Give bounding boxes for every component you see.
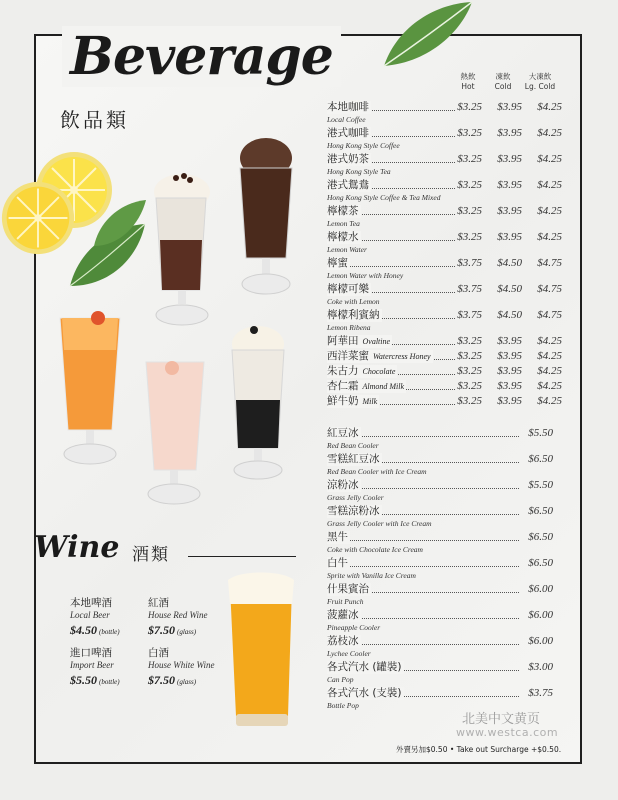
- wine-price-value: $7.50: [148, 673, 175, 687]
- column-header-lg-cold: [520, 72, 560, 92]
- item-name-en: Fruit Punch: [327, 597, 364, 606]
- column-header-cold: [483, 72, 523, 92]
- column-header-en: Cold: [494, 82, 512, 91]
- item-name-cn: 黑牛: [327, 531, 348, 543]
- item-name-en: Red Bean Cooler with Ice Cream: [327, 467, 427, 476]
- item-name-en: Lemon Tea: [327, 219, 360, 228]
- menu-item: [327, 583, 553, 606]
- wine-price: [148, 621, 238, 641]
- wine-name-cn: 本地啤酒: [70, 597, 112, 609]
- wine-price-value: $4.50: [70, 623, 97, 637]
- item-name-en: Grass Jelly Cooler with Ice Cream: [327, 519, 432, 528]
- wine-price-value: $5.50: [70, 673, 97, 687]
- item-name-cn: 涼粉冰: [327, 479, 359, 491]
- column-header-cn: 大凍飲: [528, 72, 552, 81]
- price-cold: $3.95: [497, 205, 522, 217]
- item-price: $5.50: [528, 479, 553, 491]
- item-name-cn: 檸檬利賓納: [327, 309, 380, 321]
- watermark-url: www.westca.com: [456, 726, 559, 739]
- item-name-en: Lemon Ribena: [327, 323, 371, 332]
- price-lg-cold: $4.25: [537, 101, 562, 113]
- price-cold: $3.95: [497, 335, 522, 347]
- item-name-en: Can Pop: [327, 675, 354, 684]
- item-name-en: Bottle Pop: [327, 701, 359, 710]
- item-price: $3.00: [528, 661, 553, 673]
- item-name-cn: 港式咖啡: [327, 127, 369, 139]
- item-name-cn: 各式汽水 (支裝): [327, 687, 402, 699]
- item-name-en: Sprite with Vanilla Ice Cream: [327, 571, 416, 580]
- item-name-cn: [327, 395, 379, 408]
- wine-name-en: House White Wine: [148, 660, 215, 670]
- item-name-en: Milk: [362, 397, 378, 406]
- price-cold: $4.50: [497, 257, 522, 269]
- price-lg-cold: $4.75: [537, 283, 562, 295]
- leader-dots: [327, 566, 519, 567]
- item-name-en: Lychee Cooler: [327, 649, 371, 658]
- price-lg-cold: $4.25: [537, 231, 562, 243]
- item-name-en: Lemon Water with Honey: [327, 271, 404, 280]
- price-cold: $3.95: [497, 153, 522, 165]
- wine-section-title-cn: 酒類: [132, 545, 170, 565]
- column-header-cn: 凍飲: [495, 72, 511, 81]
- item-name-cn: 紅豆冰: [327, 427, 359, 439]
- item-name-cn: 什果賓治: [327, 583, 369, 595]
- price-cold: $3.95: [497, 380, 522, 392]
- item-name-cn: 菠蘿冰: [327, 609, 359, 621]
- column-header-en: Lg. Cold: [524, 82, 556, 91]
- wine-price-unit: (bottle): [99, 678, 120, 686]
- item-name-cn: 白牛: [327, 557, 348, 569]
- item-name-cn: 本地咖啡: [327, 101, 369, 113]
- item-name-cn: 港式奶茶: [327, 153, 369, 165]
- leaf-decoration-icon: [376, 0, 476, 70]
- column-header-cn: 熱飲: [460, 72, 476, 81]
- menu-item: [327, 335, 562, 348]
- wine-price: [70, 671, 160, 691]
- menu-item: [327, 395, 562, 408]
- wine-price-unit: (glass): [177, 678, 197, 686]
- price-hot: $3.25: [457, 179, 482, 191]
- item-name-cn: 荔枝冰: [327, 635, 359, 647]
- menu-item: [327, 609, 553, 632]
- price-hot: $3.25: [457, 101, 482, 113]
- item-name-cn: [327, 350, 433, 363]
- item-name-cn: 雪糕涼粉冰: [327, 505, 380, 517]
- wine-name-en: Local Beer: [70, 610, 110, 620]
- price-hot: $3.25: [457, 127, 482, 139]
- menu-item: [327, 127, 562, 150]
- wine-name-cn: 進口啤酒: [70, 647, 112, 659]
- item-price: $6.50: [528, 505, 553, 517]
- wine-price: [148, 671, 238, 691]
- wine-item: [148, 596, 238, 641]
- price-cold: $3.95: [497, 395, 522, 407]
- price-hot: $3.75: [457, 309, 482, 321]
- column-header-hot: [448, 72, 488, 92]
- price-hot: $3.25: [457, 395, 482, 407]
- price-cold: $3.95: [497, 179, 522, 191]
- menu-item: [327, 661, 553, 684]
- item-price: $6.00: [528, 609, 553, 621]
- wine-name-cn: 紅酒: [148, 597, 169, 609]
- item-name-cn-text: 西洋菜蜜: [327, 350, 369, 362]
- price-lg-cold: $4.25: [537, 395, 562, 407]
- wine-item: [148, 646, 238, 691]
- menu-item: [327, 505, 553, 528]
- item-name-cn: [327, 365, 397, 378]
- menu-item: [327, 101, 562, 124]
- item-name-cn-text: 杏仁霜: [327, 380, 359, 392]
- price-lg-cold: $4.25: [537, 179, 562, 191]
- item-name-en: Hong Kong Style Coffee: [327, 141, 400, 150]
- menu-item: [327, 479, 553, 502]
- menu-item: [327, 453, 553, 476]
- menu-item: [327, 380, 562, 393]
- item-name-cn: 雪糕紅豆冰: [327, 453, 380, 465]
- item-price: $5.50: [528, 427, 553, 439]
- wine-name-en: Import Beer: [70, 660, 114, 670]
- item-name-cn: 檸檬水: [327, 231, 359, 243]
- menu-item: [327, 309, 562, 332]
- menu-item: [327, 350, 562, 363]
- price-cold: $3.95: [497, 231, 522, 243]
- item-name-cn-text: 鮮牛奶: [327, 395, 359, 407]
- price-hot: $3.25: [457, 205, 482, 217]
- item-name-en: Coke with Chocolate Ice Cream: [327, 545, 423, 554]
- item-name-en: Pineapple Cooler: [327, 623, 381, 632]
- price-lg-cold: $4.25: [537, 365, 562, 377]
- section-divider: [188, 556, 296, 557]
- menu-item: [327, 179, 562, 202]
- menu-item: [327, 687, 553, 710]
- page-title: Beverage: [62, 26, 341, 87]
- item-name-en: Lemon Water: [327, 245, 367, 254]
- item-name-en: Grass Jelly Cooler: [327, 493, 384, 502]
- wine-name-en: House Red Wine: [148, 610, 208, 620]
- item-name-cn: 檸檬茶: [327, 205, 359, 217]
- menu-item: [327, 427, 553, 450]
- price-hot: $3.25: [457, 365, 482, 377]
- menu-item: [327, 365, 562, 378]
- item-name-cn: [327, 380, 406, 393]
- lemon-slice-icon: [0, 180, 76, 256]
- item-name-en: Chocolate: [362, 367, 396, 376]
- price-cold: $4.50: [497, 309, 522, 321]
- wine-price-value: $7.50: [148, 623, 175, 637]
- price-lg-cold: $4.25: [537, 380, 562, 392]
- price-lg-cold: $4.25: [537, 127, 562, 139]
- wine-price-unit: (glass): [177, 628, 197, 636]
- item-name-en: Watercress Honey: [373, 352, 431, 361]
- menu-item: [327, 531, 553, 554]
- item-price: $6.00: [528, 635, 553, 647]
- price-lg-cold: $4.75: [537, 309, 562, 321]
- price-cold: $3.95: [497, 365, 522, 377]
- menu-item: [327, 257, 562, 280]
- item-name-cn: [327, 335, 392, 348]
- price-cold: $3.95: [497, 350, 522, 362]
- menu-item: [327, 153, 562, 176]
- takeout-surcharge-note: 外賣另加$0.50 • Take out Surcharge +$0.50.: [396, 745, 562, 754]
- wine-section-title: Wine: [34, 530, 120, 565]
- menu-item: [327, 205, 562, 228]
- item-name-en: Coke with Lemon: [327, 297, 380, 306]
- leader-dots: [327, 540, 519, 541]
- item-name-en: Local Coffee: [327, 115, 366, 124]
- item-price: $6.50: [528, 557, 553, 569]
- price-cold: $3.95: [497, 101, 522, 113]
- item-name-cn: 檸檬可樂: [327, 283, 369, 295]
- item-name-cn-text: 阿華田: [327, 335, 359, 347]
- price-cold: $4.50: [497, 283, 522, 295]
- price-hot: $3.75: [457, 283, 482, 295]
- price-lg-cold: $4.25: [537, 153, 562, 165]
- item-price: $6.00: [528, 583, 553, 595]
- wine-item: [70, 596, 160, 641]
- item-name-cn: 港式鴛鴦: [327, 179, 369, 191]
- watermark-text: 北美中文黄页: [462, 712, 541, 727]
- price-lg-cold: $4.25: [537, 335, 562, 347]
- item-name-en: Hong Kong Style Tea: [327, 167, 391, 176]
- wine-price: [70, 621, 160, 641]
- price-hot: $3.75: [457, 257, 482, 269]
- item-name-cn-text: 朱古力: [327, 365, 359, 377]
- price-lg-cold: $4.75: [537, 257, 562, 269]
- item-name-en: Red Bean Cooler: [327, 441, 379, 450]
- column-header-en: Hot: [461, 82, 475, 91]
- wine-item: [70, 646, 160, 691]
- item-name-en: Ovaltine: [362, 337, 391, 346]
- price-hot: $3.25: [457, 350, 482, 362]
- item-name-cn: 各式汽水 (罐裝): [327, 661, 402, 673]
- price-hot: $3.25: [457, 335, 482, 347]
- price-hot: $3.25: [457, 231, 482, 243]
- item-name-cn: 檸蜜: [327, 257, 348, 269]
- item-price: $6.50: [528, 531, 553, 543]
- item-name-en: Hong Kong Style Coffee & Tea Mixed: [327, 193, 441, 202]
- price-hot: $3.25: [457, 153, 482, 165]
- menu-item: [327, 557, 553, 580]
- price-lg-cold: $4.25: [537, 205, 562, 217]
- price-hot: $3.25: [457, 380, 482, 392]
- price-cold: $3.95: [497, 127, 522, 139]
- menu-item: [327, 635, 553, 658]
- menu-item: [327, 283, 562, 306]
- price-lg-cold: $4.25: [537, 350, 562, 362]
- wine-name-cn: 白酒: [148, 647, 169, 659]
- item-name-en: Almond Milk: [362, 382, 405, 391]
- item-price: $6.50: [528, 453, 553, 465]
- menu-item: [327, 231, 562, 254]
- page-subtitle: 飲品類: [60, 108, 129, 132]
- item-price: $3.75: [528, 687, 553, 699]
- wine-price-unit: (bottle): [99, 628, 120, 636]
